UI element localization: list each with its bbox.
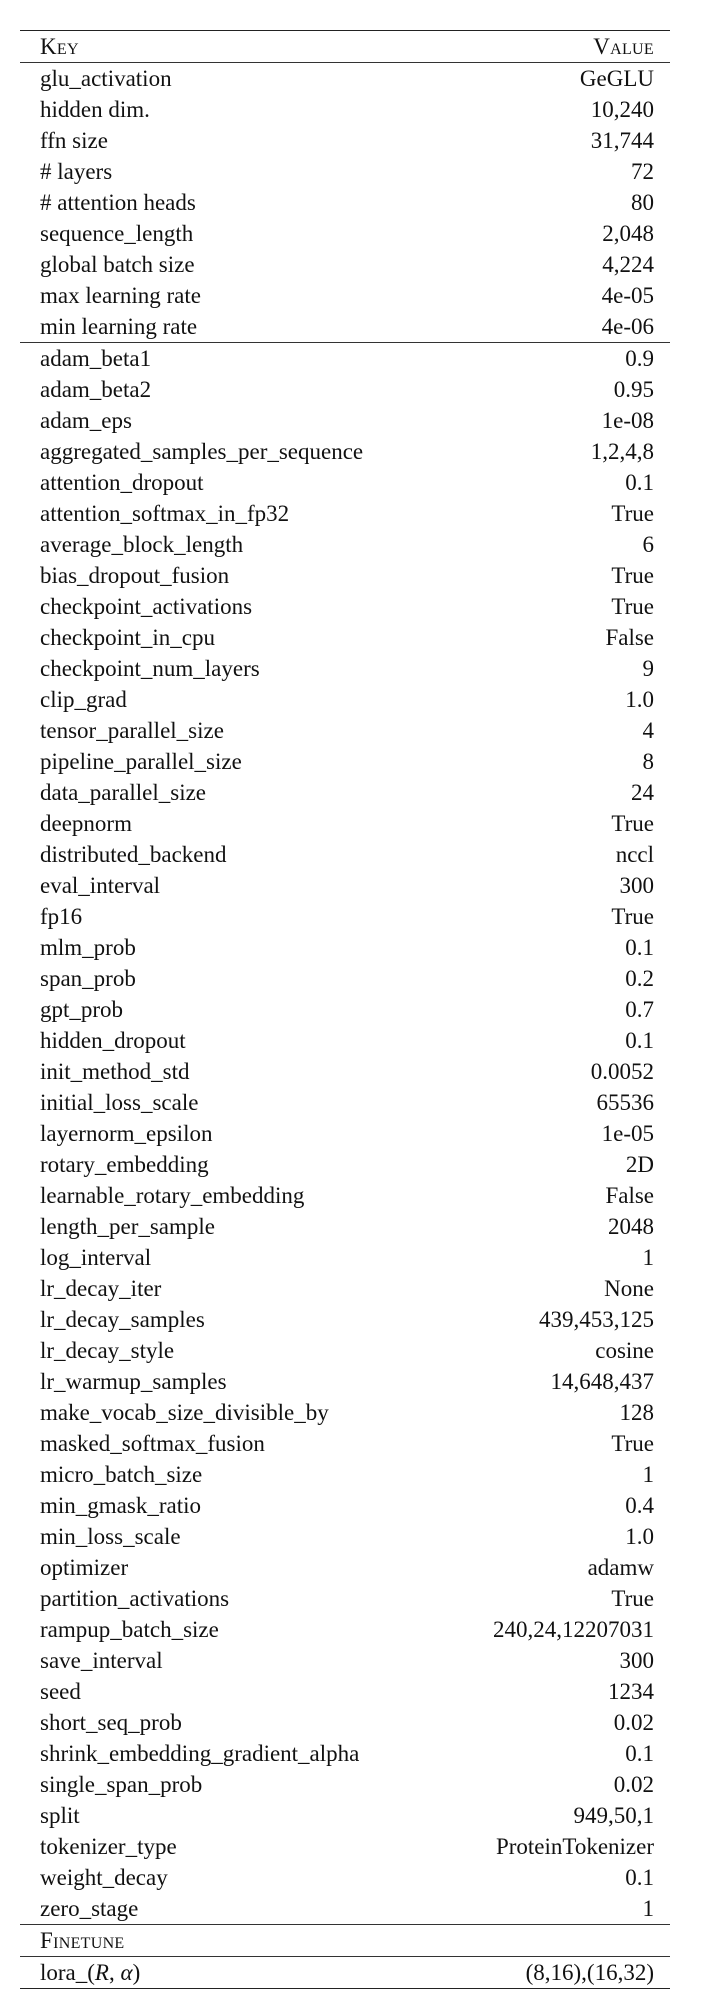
row-key: layernorm_epsilon xyxy=(40,1121,213,1146)
row-key: checkpoint_in_cpu xyxy=(40,625,216,650)
row-value: False xyxy=(605,625,654,650)
row-value: 439,453,125 xyxy=(539,1307,654,1332)
row-value: 65536 xyxy=(596,1090,654,1115)
table-row xyxy=(20,467,670,498)
row-value: 0.1 xyxy=(625,1741,654,1766)
row-value: 10,240 xyxy=(590,97,654,122)
key-column-header: Key xyxy=(40,34,79,59)
lora-key xyxy=(40,1957,140,1988)
row-value: 1.0 xyxy=(625,1524,654,1549)
hyperparameter-table xyxy=(20,30,670,1989)
row-value: 240,24,12207031 xyxy=(493,1617,654,1642)
table-row xyxy=(20,963,670,994)
row-key: ffn size xyxy=(40,128,108,153)
row-key: lr_decay_iter xyxy=(40,1276,162,1301)
row-value: 0.02 xyxy=(613,1710,654,1735)
table-row xyxy=(20,622,670,653)
row-key: tokenizer_type xyxy=(40,1834,177,1859)
row-value: 0.1 xyxy=(625,470,654,495)
table-row xyxy=(20,1645,670,1676)
row-key: seed xyxy=(40,1679,81,1704)
row-key: hidden_dropout xyxy=(40,1028,186,1053)
lora-key-prefix: lora_( xyxy=(40,1960,95,1985)
table-row xyxy=(20,1056,670,1087)
row-value: 80 xyxy=(631,190,654,215)
model-config-section xyxy=(20,63,670,342)
row-value: 0.0052 xyxy=(590,1059,654,1084)
row-key: single_span_prob xyxy=(40,1772,203,1797)
row-value: 0.95 xyxy=(613,377,654,402)
row-key: length_per_sample xyxy=(40,1214,216,1239)
table-row xyxy=(20,1397,670,1428)
table-row xyxy=(20,1614,670,1645)
table-row xyxy=(20,374,670,405)
row-key: shrink_embedding_gradient_alpha xyxy=(40,1741,360,1766)
row-value: 4 xyxy=(642,718,654,743)
table-row xyxy=(20,1831,670,1862)
row-key: learnable_rotary_embedding xyxy=(40,1183,305,1208)
table-row xyxy=(20,591,670,622)
row-value: ProteinTokenizer xyxy=(495,1834,654,1859)
lora-value: (8,16),(16,32) xyxy=(525,1960,654,1985)
table-row xyxy=(20,839,670,870)
row-value: 128 xyxy=(619,1400,654,1425)
row-value: 1e-08 xyxy=(601,408,654,433)
row-value: 2D xyxy=(625,1152,654,1177)
row-value: 0.9 xyxy=(625,346,654,371)
row-key: mlm_prob xyxy=(40,935,136,960)
row-value: 0.02 xyxy=(613,1772,654,1797)
table-row xyxy=(20,1583,670,1614)
row-value: False xyxy=(605,1183,654,1208)
row-value: 0.1 xyxy=(625,1865,654,1890)
table-row xyxy=(20,1025,670,1056)
table-row xyxy=(20,94,670,125)
table-row xyxy=(20,932,670,963)
row-value: 1234 xyxy=(608,1679,654,1704)
table-row xyxy=(20,1087,670,1118)
table-row xyxy=(20,684,670,715)
row-value: 0.2 xyxy=(625,966,654,991)
table-row xyxy=(20,1521,670,1552)
row-value: 300 xyxy=(619,1648,654,1673)
table-row xyxy=(20,1428,670,1459)
table-header xyxy=(20,31,670,62)
table-row xyxy=(20,994,670,1025)
row-key: short_seq_prob xyxy=(40,1710,182,1735)
row-value: 2048 xyxy=(608,1214,654,1239)
row-value: 9 xyxy=(642,656,654,681)
lora-key-sep: , xyxy=(108,1960,121,1985)
table-row xyxy=(20,343,670,374)
row-value: 1 xyxy=(642,1896,654,1921)
row-key: lr_decay_style xyxy=(40,1338,175,1363)
table-row xyxy=(20,901,670,932)
row-key: deepnorm xyxy=(40,811,132,836)
row-key: adam_eps xyxy=(40,408,132,433)
row-key: checkpoint_num_layers xyxy=(40,656,260,681)
row-key: hidden dim. xyxy=(40,97,150,122)
row-value: 4,224 xyxy=(602,252,654,277)
row-value: 4e-05 xyxy=(601,283,654,308)
table-row xyxy=(20,1149,670,1180)
table-row xyxy=(20,1552,670,1583)
row-key: checkpoint_activations xyxy=(40,594,253,619)
row-value: 24 xyxy=(631,780,654,805)
table-row xyxy=(20,1211,670,1242)
table-row xyxy=(20,63,670,94)
row-key: attention_dropout xyxy=(40,470,204,495)
lora-key-alpha: α xyxy=(120,1960,133,1985)
table-row xyxy=(20,1335,670,1366)
row-key: min_gmask_ratio xyxy=(40,1493,201,1518)
row-key: lr_decay_samples xyxy=(40,1307,205,1332)
row-key: min learning rate xyxy=(40,314,198,339)
row-value: 8 xyxy=(642,749,654,774)
table-row xyxy=(20,560,670,591)
row-value: True xyxy=(611,1431,654,1456)
row-key: eval_interval xyxy=(40,873,161,898)
row-value: True xyxy=(611,1586,654,1611)
value-column-header: Value xyxy=(593,34,654,59)
table-row xyxy=(20,249,670,280)
table-row xyxy=(20,1304,670,1335)
row-value: 0.1 xyxy=(625,1028,654,1053)
row-key: initial_loss_scale xyxy=(40,1090,199,1115)
table-row xyxy=(20,156,670,187)
table-row xyxy=(20,529,670,560)
row-key: adam_beta1 xyxy=(40,346,152,371)
row-key: rotary_embedding xyxy=(40,1152,209,1177)
row-key: average_block_length xyxy=(40,532,244,557)
row-key: adam_beta2 xyxy=(40,377,152,402)
row-key: make_vocab_size_divisible_by xyxy=(40,1400,329,1425)
finetune-header xyxy=(20,1925,670,1956)
row-key: split xyxy=(40,1803,80,1828)
row-key: log_interval xyxy=(40,1245,152,1270)
table-row xyxy=(20,1490,670,1521)
row-key: data_parallel_size xyxy=(40,780,207,805)
table-row xyxy=(20,1273,670,1304)
table-row xyxy=(20,715,670,746)
row-value: 72 xyxy=(631,159,654,184)
bottom-rule xyxy=(20,1988,670,1989)
row-value: 0.7 xyxy=(625,997,654,1022)
row-key: rampup_batch_size xyxy=(40,1617,219,1642)
row-key: max learning rate xyxy=(40,283,201,308)
row-key: sequence_length xyxy=(40,221,194,246)
row-value: adamw xyxy=(587,1555,654,1580)
table-row xyxy=(20,1862,670,1893)
row-value: 1 xyxy=(642,1462,654,1487)
row-key: # layers xyxy=(40,159,113,184)
table-row xyxy=(20,311,670,342)
row-value: 949,50,1 xyxy=(573,1803,654,1828)
row-value: True xyxy=(611,501,654,526)
row-key: # attention heads xyxy=(40,190,196,215)
row-value: None xyxy=(604,1276,654,1301)
row-value: 4e-06 xyxy=(601,314,654,339)
finetune-title: Finetune xyxy=(40,1928,125,1953)
row-key: clip_grad xyxy=(40,687,127,712)
row-key: lr_warmup_samples xyxy=(40,1369,227,1394)
row-key: fp16 xyxy=(40,904,83,929)
table-row xyxy=(20,1893,670,1924)
row-key: partition_activations xyxy=(40,1586,230,1611)
row-value: 14,648,437 xyxy=(550,1369,654,1394)
table-row xyxy=(20,1118,670,1149)
table-row xyxy=(20,1769,670,1800)
row-key: weight_decay xyxy=(40,1865,168,1890)
row-key: glu_activation xyxy=(40,66,172,91)
table-row xyxy=(20,1459,670,1490)
row-value: 1.0 xyxy=(625,687,654,712)
row-value: 1 xyxy=(642,1245,654,1270)
row-key: global batch size xyxy=(40,252,195,277)
row-value: True xyxy=(611,811,654,836)
row-key: tensor_parallel_size xyxy=(40,718,224,743)
row-key: distributed_backend xyxy=(40,842,227,867)
training-config-section xyxy=(20,343,670,1924)
table-row xyxy=(20,1738,670,1769)
table-row xyxy=(20,405,670,436)
table-row xyxy=(20,1180,670,1211)
table-row xyxy=(20,777,670,808)
row-value: 6 xyxy=(642,532,654,557)
row-value: 0.4 xyxy=(625,1493,654,1518)
row-key: zero_stage xyxy=(40,1896,139,1921)
table-row-lora xyxy=(20,1957,670,1988)
table-row xyxy=(20,1707,670,1738)
row-value: cosine xyxy=(595,1338,654,1363)
row-value: 31,744 xyxy=(590,128,654,153)
row-key: pipeline_parallel_size xyxy=(40,749,242,774)
table-row xyxy=(20,218,670,249)
table-row xyxy=(20,280,670,311)
row-key: aggregated_samples_per_sequence xyxy=(40,439,364,464)
row-value: True xyxy=(611,904,654,929)
table-row xyxy=(20,125,670,156)
lora-key-r: R xyxy=(94,1960,109,1985)
row-value: True xyxy=(611,594,654,619)
table-row xyxy=(20,808,670,839)
row-value: nccl xyxy=(615,842,654,867)
row-key: min_loss_scale xyxy=(40,1524,181,1549)
table-row xyxy=(20,653,670,684)
row-value: 0.1 xyxy=(625,935,654,960)
row-key: bias_dropout_fusion xyxy=(40,563,230,588)
row-value: True xyxy=(611,563,654,588)
row-key: gpt_prob xyxy=(40,997,124,1022)
table-row xyxy=(20,187,670,218)
table-row xyxy=(20,498,670,529)
table-row xyxy=(20,1800,670,1831)
table-row xyxy=(20,1242,670,1273)
lora-key-suffix: ) xyxy=(132,1960,141,1985)
row-key: span_prob xyxy=(40,966,136,991)
row-value: 1e-05 xyxy=(601,1121,654,1146)
row-value: GeGLU xyxy=(579,66,654,91)
row-key: init_method_std xyxy=(40,1059,190,1084)
table-row xyxy=(20,1366,670,1397)
row-key: masked_softmax_fusion xyxy=(40,1431,265,1456)
row-key: optimizer xyxy=(40,1555,129,1580)
table-row xyxy=(20,1676,670,1707)
table-row xyxy=(20,746,670,777)
table-row xyxy=(20,870,670,901)
row-key: attention_softmax_in_fp32 xyxy=(40,501,290,526)
row-value: 2,048 xyxy=(602,221,654,246)
row-key: save_interval xyxy=(40,1648,163,1673)
table-row xyxy=(20,436,670,467)
row-key: micro_batch_size xyxy=(40,1462,203,1487)
row-value: 300 xyxy=(619,873,654,898)
row-value: 1,2,4,8 xyxy=(590,439,654,464)
